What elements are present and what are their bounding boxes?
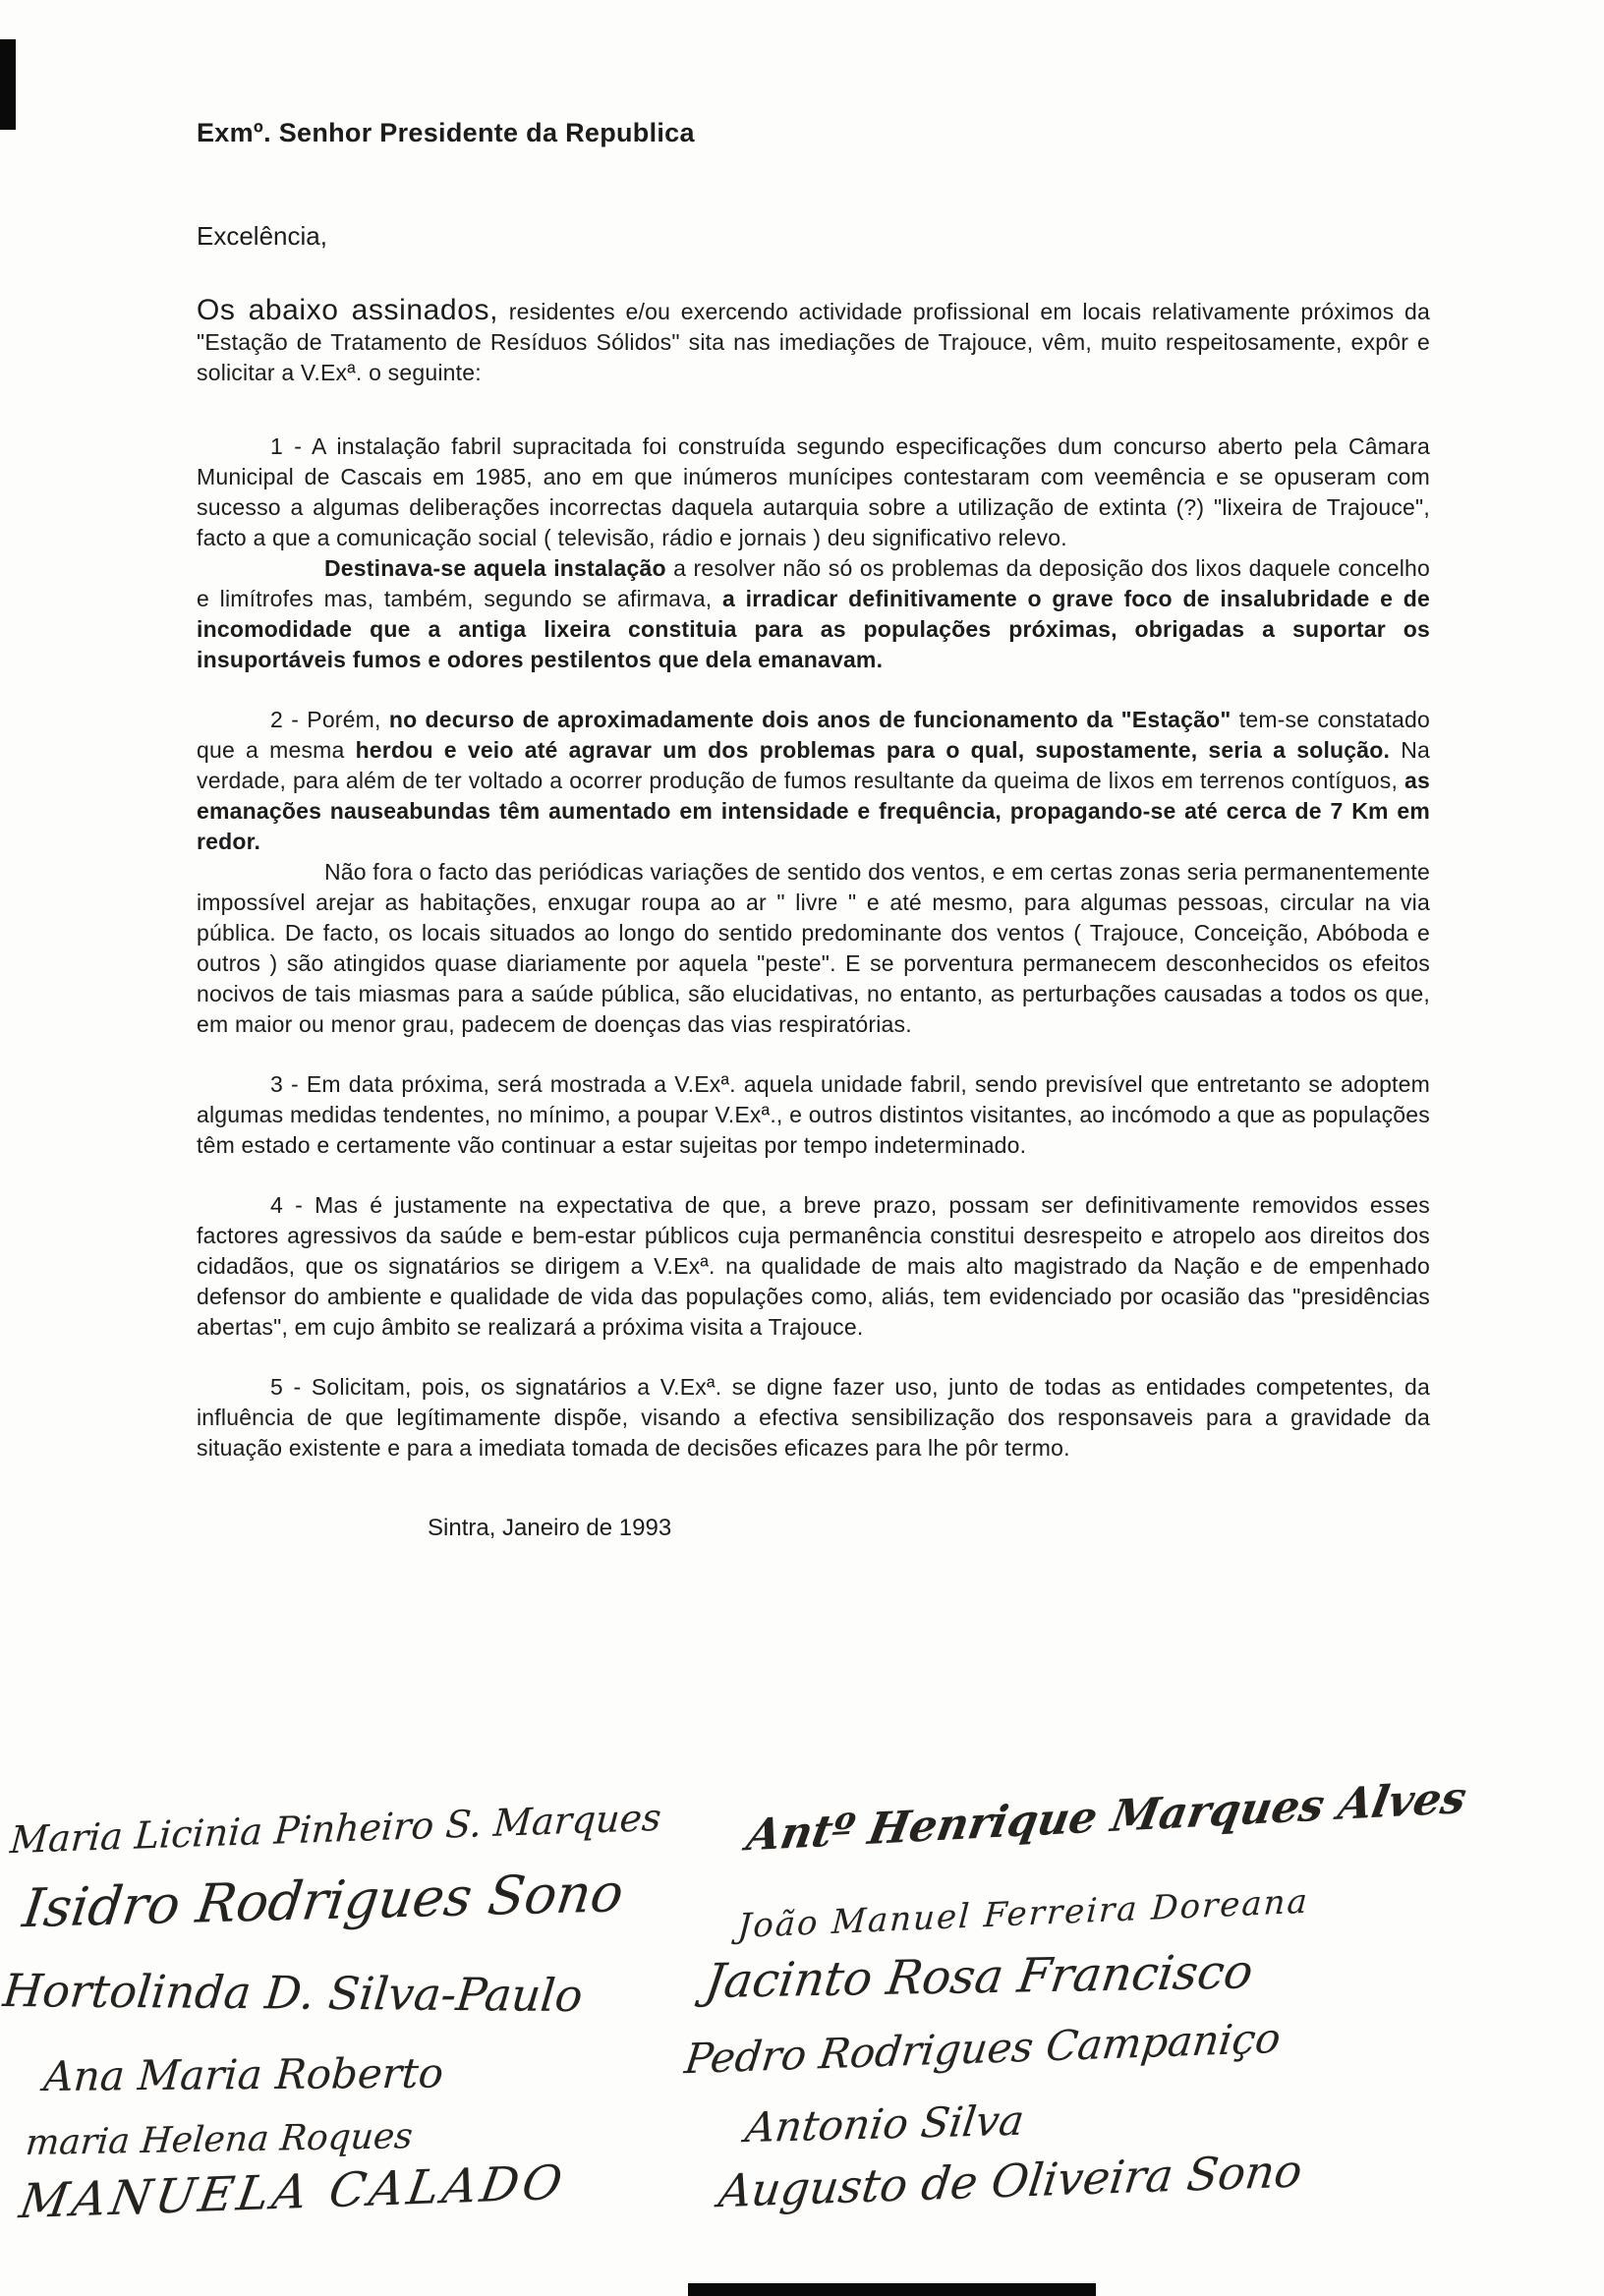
scan-artifact-top-left bbox=[0, 39, 16, 130]
opening-paragraph bbox=[197, 295, 1430, 388]
signature: Pedro Rodrigues Campaniço bbox=[681, 2013, 1284, 2084]
signature: Isidro Rodrigues Sono bbox=[19, 1862, 627, 1940]
paragraph bbox=[197, 1372, 1430, 1464]
signature: Jacinto Rosa Francisco bbox=[702, 1944, 1257, 2010]
signature: Augusto de Oliveira Sono bbox=[716, 2144, 1305, 2218]
signature: Hortolinda D. Silva-Paulo bbox=[0, 1964, 586, 2023]
paragraph-segment: Não fora o facto das periódicas variações de sentido dos ventos, e em certas zonas seria permanentemente impossível arejar as habitações, enxugar roupa ao ar " livre " e até mesmo, para algumas pessoas, circular na via pública. De facto, os locais situados ao longo do sentido predominante dos ventos ( Trajouce, Conceição, Abóboda e outros ) são atingidos quase diariamente por aquela "peste". E se porventura permanecem desconhecidos os efeitos nocivos de tais miasmas para a saúde pública, são elucidativas, no entanto, as perturbações causadas a todos os que, em maior ou menor grau, padecem de doenças das vias respiratórias. bbox=[197, 859, 1430, 1037]
signature: João Manuel Ferreira Doreana bbox=[736, 1881, 1311, 1947]
letter-content bbox=[197, 118, 1430, 1542]
paragraph-segment-bold: no decurso de aproximadamente dois anos de funcionamento da "Estação" bbox=[388, 707, 1239, 732]
dateline: Sintra, Janeiro de 1993 bbox=[428, 1515, 672, 1541]
paragraph bbox=[197, 431, 1430, 553]
opening-rest: residentes e/ou exercendo actividade profissional em locais relativamente próximos da "Estação de Tratamento de Resíduos Sólidos" sita nas imediações de Trajouce, vêm, muito respeitosamente, expôr e solicitar a V.Exª. o seguinte: bbox=[197, 299, 1430, 385]
paragraph-segment-bold: herdou e veio até agravar um dos problemas para o qual, supostamente, seria a solução. bbox=[355, 737, 1402, 763]
paragraph bbox=[197, 705, 1430, 857]
signature: Maria Licinia Pinheiro S. Marques bbox=[8, 1795, 663, 1863]
signature: maria Helena Roques bbox=[24, 2116, 415, 2164]
signature: Antonio Silva bbox=[742, 2095, 1027, 2152]
paragraph bbox=[197, 553, 1430, 675]
paragraph-segment: 3 - Em data próxima, será mostrada a V.Exª. aquela unidade fabril, sendo previsível que entretanto se adoptem algumas medidas tendentes, no mínimo, a poupar V.Exª., e outros distintos visitantes, ao incómodo a que as populações têm estado e certamente vão continuar a estar sujeitas por tempo indeterminado. bbox=[197, 1071, 1430, 1158]
paragraph-segment: 2 - Porém, bbox=[270, 707, 389, 732]
recipient-line: Exmº. Senhor Presidente da Republica bbox=[197, 118, 695, 147]
paragraph bbox=[197, 857, 1430, 1040]
paragraph bbox=[197, 1069, 1430, 1161]
opening-lead: Os abaixo assinados, bbox=[197, 294, 499, 326]
salutation: Excelência, bbox=[197, 221, 327, 251]
signature: Ana Maria Roberto bbox=[42, 2048, 445, 2101]
paragraph bbox=[197, 1190, 1430, 1343]
paragraph-segment: 4 - Mas é justamente na expectativa de que, a breve prazo, possam ser definitivamente removidos esses factores agressivos da saúde e bem-estar públicos cuja permanência constitui desrespeito e atropelo aos direitos dos cidadãos, que os signatários se dirigem a V.Exª. na qualidade de mais alto magistrado da Nação e de empenhado defensor do ambiente e qualidade de vida das populações como, aliás, tem evidenciado por ocasião das "presidências abertas", em cujo âmbito se realizará a próxima visita a Trajouce. bbox=[197, 1192, 1430, 1340]
paragraph-segment-bold: a irradicar definitivamente o grave foco de insalubridade e de incomodidade que a antiga lixeira constituia para as populações próximas, obrigadas a suportar os insuportáveis fumos e odores pestilentos que dela emanavam. bbox=[197, 586, 1430, 672]
letter-paragraphs bbox=[197, 431, 1430, 1464]
paragraph-segment: tem-se constatado que a mesma bbox=[197, 707, 1430, 763]
paragraph-segment-bold: as emanações nauseabundas têm aumentado em intensidade e frequência, propagando-se até cerca de 7 Km em redor. bbox=[197, 768, 1430, 854]
signature: Antº Henrique Marques Alves bbox=[742, 1772, 1470, 1862]
paragraph-segment: 5 - Solicitam, pois, os signatários a V.Exª. se digne fazer uso, junto de todas as entidades competentes, da influência de que legítimamente dispõe, visando a efectiva sensibilização dos responsaveis para a gravidade da situação existente e para a imediata tomada de decisões eficazes para lhe pôr termo. bbox=[197, 1374, 1430, 1461]
scan-artifact-bottom bbox=[688, 2283, 1096, 2296]
paragraph-segment-bold: Destinava-se aquela instalação bbox=[324, 555, 674, 581]
signature: MANUELA CALADO bbox=[16, 2154, 570, 2230]
paragraph-segment: Na verdade, para além de ter voltado a ocorrer produção de fumos resultante da queima de lixos em terrenos contíguos, bbox=[197, 737, 1430, 793]
paragraph-segment: a resolver não só os problemas da deposição dos lixos daquele concelho e limítrofes mas, também, segundo se afirmava, bbox=[197, 555, 1430, 611]
paragraph-segment: 1 - A instalação fabril supracitada foi construída segundo especificações dum concurso aberto pela Câmara Municipal de Cascais em 1985, ano em que inúmeros munícipes contestaram com veemência e se opuseram com sucesso a algumas deliberações incorrectas daquela autarquia sobre a utilização de extinta (?) "lixeira de Trajouce", facto a que a comunicação social ( televisão, rádio e jornais ) deu significativo relevo. bbox=[197, 433, 1430, 550]
